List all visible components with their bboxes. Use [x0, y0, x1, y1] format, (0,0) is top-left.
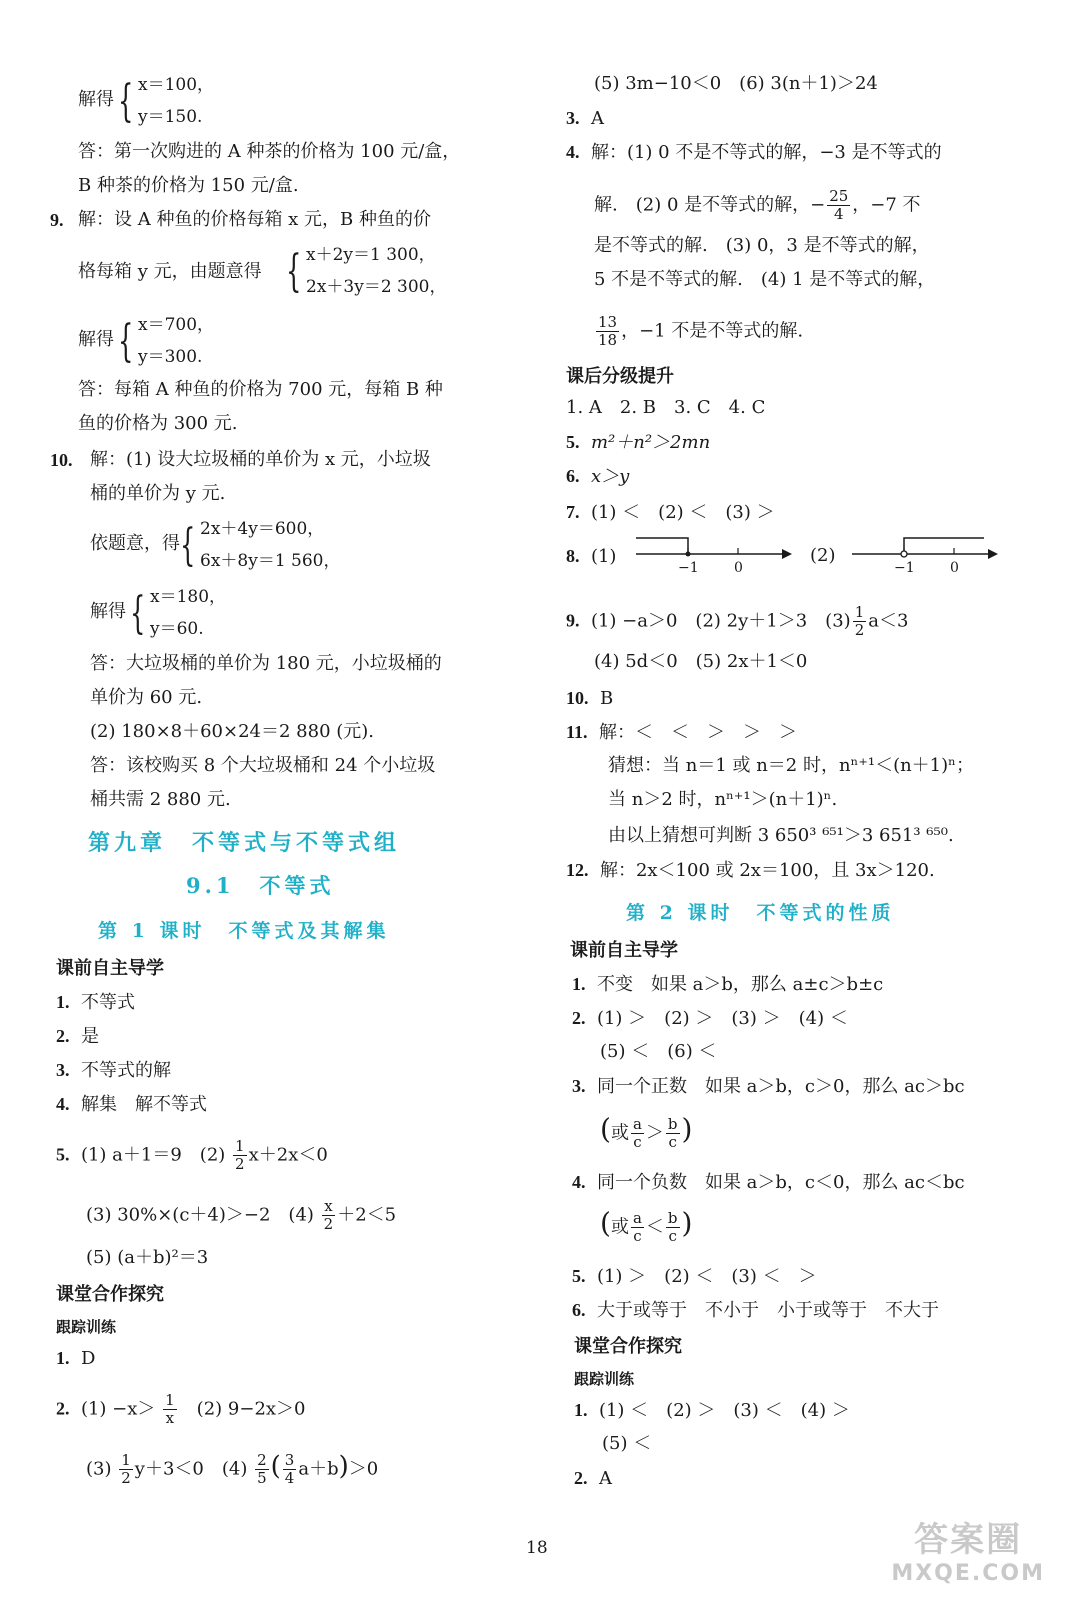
- fraction: $\frac{a}{c}$: [632, 1115, 642, 1151]
- question-number: 9.: [50, 210, 64, 230]
- list-item: (2): [810, 545, 836, 566]
- question-text: 格每箱 y 元，由题意得: [78, 261, 262, 282]
- section-heading: 课堂合作探究: [56, 1284, 164, 1305]
- section-heading: 课堂合作探究: [574, 1336, 682, 1357]
- list-item: 5. (1) ＞ (2) ＜ (3) ＜ ＞: [572, 1266, 817, 1287]
- fraction: $\frac{x}{2}$: [323, 1197, 334, 1233]
- fraction: $\frac{b}{c}$: [667, 1209, 678, 1245]
- list-item: 2. (1) ＞ (2) ＞ (3) ＞ (4) ＜: [572, 1008, 848, 1029]
- number-line-2: [850, 528, 1000, 580]
- list-item: 5. (1) a＋1＝9 (2) $\frac{1}{2}$ x＋2x＜0: [56, 1137, 328, 1173]
- subsection-heading: 跟踪训练: [574, 1370, 635, 1388]
- answer-line: B 种茶的价格为 150 元/盒.: [78, 175, 299, 196]
- number-line-1: [634, 528, 794, 580]
- answer-line: 当 n＞2 时，nⁿ⁺¹＞(n＋1)ⁿ.: [608, 789, 838, 810]
- question-text: 桶的单价为 y 元.: [90, 483, 226, 504]
- answer-line: (2) 180×8＋60×24＝2 880 (元).: [90, 721, 375, 742]
- answer-line: 答：大垃圾桶的单价为 180 元，小垃圾桶的: [90, 653, 442, 674]
- section-title: 9.1 不等式: [186, 873, 335, 898]
- question-text: 解：设 A 种鱼的价格每箱 x 元，B 种鱼的价: [78, 209, 431, 230]
- list-item: 3. 不等式的解: [56, 1060, 171, 1081]
- list-item: 2. 是: [56, 1026, 99, 1047]
- equation-line: x＝180，: [150, 587, 227, 607]
- tick-label: −1: [894, 560, 915, 576]
- brace-icon: {: [118, 76, 134, 127]
- list-item: 8. (1): [566, 546, 617, 567]
- list-item: 1. 不等式: [56, 992, 135, 1013]
- list-item: 1. A 2. B 3. C 4. C: [566, 397, 766, 418]
- list-item: 12. 解：2x＜100 或 2x＝100，且 3x＞120.: [566, 860, 935, 881]
- fraction: $\frac{25}{4}$: [829, 187, 849, 223]
- answer-line: 答：该校购买 8 个大垃圾桶和 24 个小垃圾: [90, 755, 436, 776]
- fraction: $\frac{1}{2}$: [121, 1451, 131, 1487]
- list-item: 6. 大于或等于 不小于 小于或等于 不大于: [572, 1300, 939, 1321]
- list-item: 3. 同一个正数 如果 a＞b，c＞0，那么 ac＞bc: [572, 1076, 965, 1097]
- watermark-logo: 答案圈: [914, 1520, 1023, 1560]
- fraction: $\frac{13}{18}$: [598, 313, 618, 349]
- list-item: 4. 解：(1) 0 不是不等式的解，−3 是不等式的: [566, 142, 942, 163]
- fraction: $\frac{1}{x}$: [165, 1391, 175, 1427]
- list-item: 10. B: [566, 688, 614, 709]
- answer-line: 猜想：当 n＝1 或 n＝2 时，nⁿ⁺¹＜(n＋1)ⁿ；: [608, 755, 974, 776]
- list-item: 5. m²＋n²＞2mn: [566, 432, 711, 453]
- list-item: 1. D: [56, 1348, 96, 1369]
- solve-label: 依题意，得: [90, 533, 180, 554]
- answer-line: (或 $\frac{a}{c}$ ＞ $\frac{b}{c}$ ): [600, 1112, 693, 1151]
- question-number: 10.: [50, 450, 73, 470]
- answer-line: (4) 5d＜0 (5) 2x＋1＜0: [594, 651, 808, 672]
- brace-icon: {: [130, 588, 146, 639]
- answer-line: 5 不是不等式的解. (4) 1 是不等式的解，: [594, 269, 936, 290]
- list-item: 4. 解集 解不等式: [56, 1094, 207, 1115]
- equation-line: x＝700，: [138, 315, 215, 335]
- fraction: $\frac{3}{4}$: [284, 1451, 295, 1487]
- answer-line: 鱼的价格为 300 元.: [78, 413, 238, 434]
- list-item: 1. (1) ＜ (2) ＞ (3) ＜ (4) ＞: [574, 1400, 850, 1421]
- equation-line: x＋2y＝1 300，: [306, 245, 436, 265]
- fraction: $\frac{1}{2}$: [854, 603, 865, 639]
- list-item: 2. (1) −x＞ $\frac{1}{x}$ (2) 9−2x＞0: [56, 1391, 306, 1427]
- equation-line: y＝300.: [138, 347, 203, 367]
- answer-line: 桶共需 2 880 元.: [90, 789, 231, 810]
- list-item: 4. 同一个负数 如果 a＞b，c＜0，那么 ac＜bc: [572, 1172, 965, 1193]
- lesson-title: 第 2 课时 不等式的性质: [626, 902, 895, 924]
- answer-line: 由以上猜想可判断 3 650³ ⁶⁵¹＞3 651³ ⁶⁵⁰.: [608, 825, 954, 846]
- solve-label: 解得: [78, 329, 114, 350]
- list-item: (3) $\frac{1}{2}$ y＋3＜0 (4) $\frac{2}{5}$ ( $\frac{3}{4}$ a＋b)＞0: [86, 1451, 379, 1487]
- answer-line: $\frac{13}{18}$ ，−1 不是不等式的解.: [598, 313, 804, 349]
- list-item: 1. 不变 如果 a＞b，那么 a±c＞b±c: [572, 974, 884, 995]
- list-item: 9. (1) −a＞0 (2) 2y＋1＞3 (3) $\frac{1}{2}$ a＜3: [566, 603, 909, 639]
- equation-line: 2x＋3y＝2 300，: [306, 277, 447, 297]
- equation-line: y＝150.: [138, 107, 203, 127]
- section-heading: 课后分级提升: [566, 366, 674, 387]
- equation-line: 2x＋4y＝600，: [200, 519, 325, 539]
- brace-icon: {: [118, 316, 134, 367]
- fraction: $\frac{b}{c}$: [667, 1115, 678, 1151]
- answer-line: 是不等式的解. (3) 0，3 是不等式的解，: [594, 235, 930, 256]
- fraction: $\frac{a}{c}$: [632, 1209, 642, 1245]
- tick-label: 0: [734, 560, 743, 576]
- answer-line: (5) ＜: [602, 1433, 652, 1454]
- list-item: 11. 解：＜ ＜ ＞ ＞ ＞: [566, 722, 797, 743]
- list-item: 2. A: [574, 1468, 612, 1489]
- watermark: [891, 1512, 1045, 1586]
- solve-label: 解得: [90, 601, 126, 622]
- brace-icon: {: [180, 520, 196, 571]
- list-item: 7. (1) ＜ (2) ＜ (3) ＞: [566, 502, 775, 523]
- section-heading: 课前自主导学: [570, 940, 678, 961]
- brace-icon: {: [286, 246, 302, 297]
- chapter-title: 第九章 不等式与不等式组: [88, 830, 401, 856]
- equation-line: 6x＋8y＝1 560，: [200, 551, 341, 571]
- fraction: $\frac{1}{2}$: [235, 1137, 245, 1173]
- answer-line: 解. (2) 0 是不等式的解，− $\frac{25}{4}$ ，−7 不: [594, 187, 921, 223]
- watermark-url: MXQE.COM: [891, 1561, 1045, 1586]
- list-item: 3. A: [566, 108, 604, 129]
- subsection-heading: 跟踪训练: [56, 1318, 117, 1336]
- answer-line: (或 $\frac{a}{c}$ ＜ $\frac{b}{c}$ ): [600, 1206, 693, 1245]
- answer-line: (5) ＜ (6) ＜: [600, 1041, 717, 1062]
- answer-line: 单价为 60 元.: [90, 687, 203, 708]
- tick-label: 0: [950, 560, 959, 576]
- solve-label: 解得: [78, 89, 114, 110]
- answer-line: 答：第一次购进的 A 种茶的价格为 100 元/盒，: [78, 141, 461, 162]
- fraction: $\frac{2}{5}$: [257, 1451, 267, 1487]
- list-item: (5) (a＋b)²＝3: [86, 1247, 209, 1268]
- section-heading: 课前自主导学: [56, 958, 164, 979]
- equation-line: x＝100，: [138, 75, 215, 95]
- tick-label: −1: [678, 560, 699, 576]
- lesson-title: 第 1 课时 不等式及其解集: [98, 920, 390, 942]
- list-item: (3) 30%×(c＋4)＞−2 (4) $\frac{x}{2}$ ＋2＜5: [86, 1197, 397, 1233]
- equation-line: y＝60.: [150, 619, 204, 639]
- answer-line: 答：每箱 A 种鱼的价格为 700 元，每箱 B 种: [78, 379, 443, 400]
- question-text: 解：(1) 设大垃圾桶的单价为 x 元，小垃圾: [90, 449, 431, 470]
- list-item: 6. x＞y: [566, 466, 630, 487]
- answer-line: (5) 3m−10＜0 (6) 3(n＋1)＞24: [594, 73, 878, 94]
- page-number: 18: [526, 1538, 548, 1558]
